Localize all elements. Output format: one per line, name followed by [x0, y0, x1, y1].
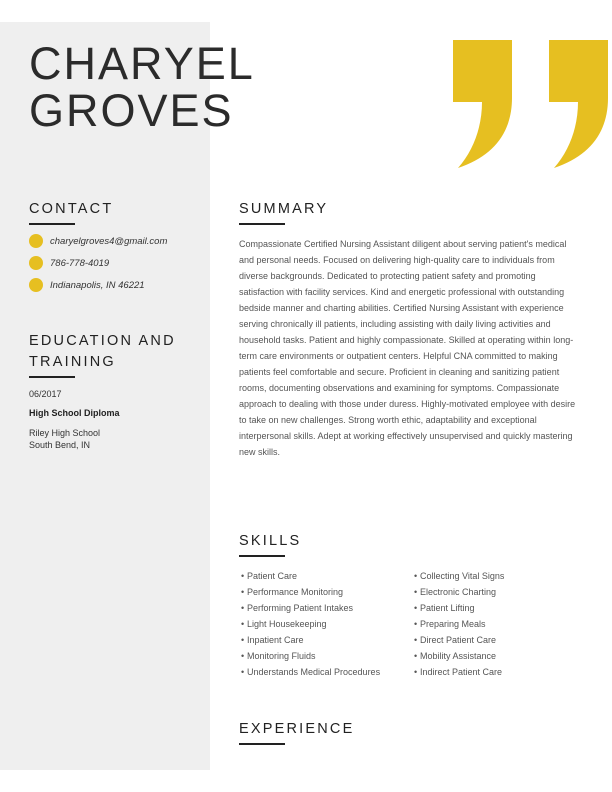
- contact-heading: CONTACT: [29, 201, 114, 217]
- contact-email-text: charyelgroves4@gmail.com: [50, 235, 168, 247]
- skill-item: • Inpatient Care: [241, 635, 304, 645]
- skill-item: • Performing Patient Intakes: [241, 603, 354, 613]
- contact-email: [29, 234, 167, 248]
- experience-heading: EXPERIENCE: [239, 721, 355, 737]
- contact-phone-text: 786-778-4019: [50, 257, 110, 269]
- education-heading: [29, 331, 176, 373]
- skill-item: • Indirect Patient Care: [414, 667, 503, 677]
- education-location: South Bend, IN: [29, 440, 91, 450]
- contact-phone: [29, 256, 109, 270]
- experience-divider: [239, 743, 285, 745]
- email-dot-icon: [29, 234, 43, 248]
- skill-item: • Electronic Charting: [414, 587, 497, 597]
- skill-item: • Patient Lifting: [414, 603, 475, 613]
- contact-location: [29, 278, 145, 292]
- name-first: CHARYEL: [29, 38, 255, 89]
- skills-divider: [239, 555, 285, 557]
- education-heading-line1: EDUCATION AND: [29, 333, 176, 349]
- quote-mark-icon: [546, 40, 608, 168]
- contact-divider: [29, 223, 75, 225]
- skill-item: • Direct Patient Care: [414, 635, 497, 645]
- skill-item: • Performance Monitoring: [241, 587, 344, 597]
- contact-location-text: Indianapolis, IN 46221: [50, 279, 145, 291]
- skill-item: • Light Housekeeping: [241, 619, 327, 629]
- candidate-name: [29, 40, 255, 134]
- skill-item: • Monitoring Fluids: [241, 651, 316, 661]
- education-heading-line2: TRAINING: [29, 354, 116, 370]
- education-divider: [29, 376, 75, 378]
- skills-column-right: [414, 568, 504, 680]
- quote-mark-icon: [450, 40, 512, 168]
- summary-divider: [239, 223, 285, 225]
- skills-column-left: [241, 568, 380, 680]
- skill-item: • Patient Care: [241, 571, 298, 581]
- phone-dot-icon: [29, 256, 43, 270]
- skill-item: • Understands Medical Procedures: [241, 667, 381, 677]
- skill-item: • Mobility Assistance: [414, 651, 497, 661]
- skill-item: • Preparing Meals: [414, 619, 486, 629]
- location-dot-icon: [29, 278, 43, 292]
- name-last: GROVES: [29, 85, 234, 136]
- skills-heading: SKILLS: [239, 533, 302, 549]
- summary-text: Compassionate Certified Nursing Assistant diligent about serving patient's medical and personal needs. Focused on delivering high-quality care to individuals from diverse backgrounds. Dedicated to protecting patient safety and promoting satisfaction with facility services. Kind and energetic professional with outstanding bedside manner and charting abilities. Certified Nursing Assistant with experience serving chronically ill patients, including assisting with daily living activities and household tasks. Patient and highly compassionate. Skilled at operating within long-term care environments or outpatient centers. Helpful CNA committed to making patients feel comfortable and secure. Proficient in cleaning and sanitizing patient rooms, documenting observations and examining for symptoms. Compassionate approach to dealing with those under duress. Highly-motivated employee with desire to take on new challenges. Strong worth ethic, adaptability and exceptional interpersonal skills. Adept at working effectively unsupervised and quickly mastering new skills.: [239, 239, 576, 457]
- education-degree: High School Diploma: [29, 408, 120, 418]
- summary-heading: SUMMARY: [239, 201, 329, 217]
- education-date: 06/2017: [29, 389, 62, 399]
- education-school: Riley High School: [29, 428, 101, 438]
- skill-item: • Collecting Vital Signs: [414, 571, 505, 581]
